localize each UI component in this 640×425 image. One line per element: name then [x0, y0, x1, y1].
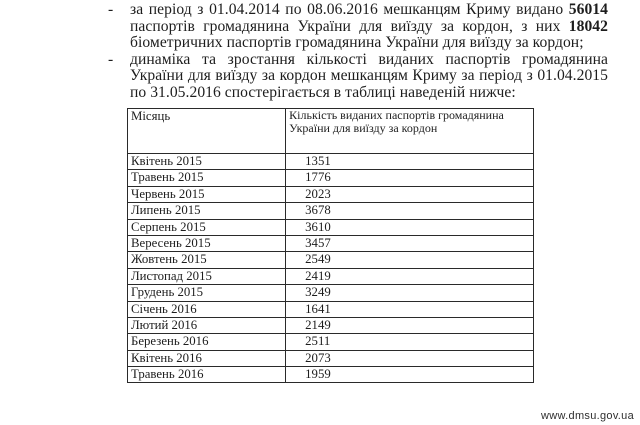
table-body: [128, 154, 534, 383]
table-row: [128, 203, 534, 219]
month-cell: Грудень 2015: [128, 285, 286, 301]
month-cell: Червень 2015: [128, 186, 286, 202]
month-cell: Липень 2015: [128, 203, 286, 219]
watermark: www.dmsu.gov.ua: [541, 410, 634, 422]
table-header-row: [128, 109, 534, 154]
table-row: [128, 317, 534, 333]
count-cell: 1959: [286, 367, 534, 383]
bullet-text-part: за період з 01.04.2014 по 08.06.2016 мешканцям Криму видано: [130, 1, 569, 18]
count-cell: 3678: [286, 203, 534, 219]
month-cell: Травень 2016: [128, 367, 286, 383]
header-month: Місяць: [128, 109, 286, 154]
count-cell: 2149: [286, 317, 534, 333]
month-cell: Листопад 2015: [128, 268, 286, 284]
table-row: [128, 367, 534, 383]
table-row: [128, 219, 534, 235]
table-row: [128, 186, 534, 202]
count-cell: 2419: [286, 268, 534, 284]
table-row: [128, 334, 534, 350]
count-cell: 3457: [286, 235, 534, 251]
biometric-passports-count: 18042: [568, 17, 608, 35]
count-cell: 2023: [286, 186, 534, 202]
count-cell: 2073: [286, 350, 534, 366]
bullet-text-part: паспортів громадянина України для виїзду за кордон, з них: [130, 17, 569, 35]
month-cell: Березень 2016: [128, 334, 286, 350]
header-count: Кількість виданих паспортів громадянина України для виїзду за кордон: [286, 109, 534, 154]
month-cell: Травень 2015: [128, 170, 286, 186]
table-row: [128, 285, 534, 301]
table-row: [128, 235, 534, 251]
month-cell: Серпень 2015: [128, 219, 286, 235]
table-row: [128, 350, 534, 366]
month-cell: Жовтень 2015: [128, 252, 286, 268]
count-cell: 1351: [286, 154, 534, 170]
table-row: [128, 170, 534, 186]
bullet-dash: -: [108, 1, 114, 18]
count-cell: 3610: [286, 219, 534, 235]
month-cell: Лютий 2016: [128, 317, 286, 333]
month-cell: Квітень 2015: [128, 154, 286, 170]
table-row: [128, 268, 534, 284]
table-row: [128, 301, 534, 317]
count-cell: 2549: [286, 252, 534, 268]
count-cell: 3249: [286, 285, 534, 301]
total-passports-count: 56014: [568, 1, 608, 18]
count-cell: 1641: [286, 301, 534, 317]
bullet-dash: -: [108, 50, 114, 68]
count-cell: 2511: [286, 334, 534, 350]
bullet-text-part: біометричних паспортів громадянина України для виїзду за кордон;: [130, 34, 584, 52]
bullet-list: [108, 2, 608, 102]
table-row: [128, 154, 534, 170]
table-row: [128, 252, 534, 268]
month-cell: Квітень 2016: [128, 350, 286, 366]
passports-table: [127, 108, 534, 383]
bullet-dynamics: [108, 52, 608, 102]
count-cell: 1776: [286, 170, 534, 186]
bullet-issued-total: [108, 2, 608, 52]
month-cell: Січень 2016: [128, 301, 286, 317]
bullet-text-part: динаміка та зростання кількості виданих паспортів громадянина України для виїзду за кордон мешканцям Криму за період з 01.04.2015 по 31.05.2016 спостерігається в таблиці наведеній нижче:: [130, 50, 608, 101]
month-cell: Вересень 2015: [128, 235, 286, 251]
